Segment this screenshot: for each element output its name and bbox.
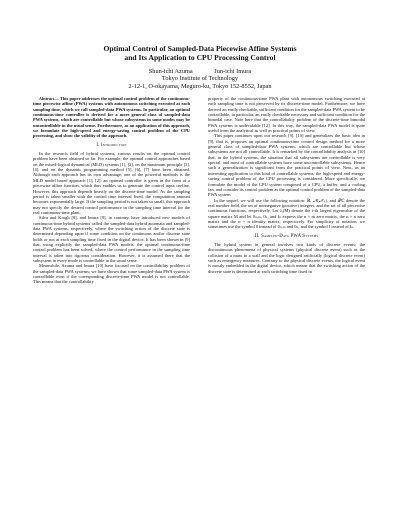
paragraph: Silva and Krogh [8], and Imura [9], in contrary, have introduced new models of continuous-time hybrid systems called the sampled-data hybrid automata and sampled-data PWA systems, respectively, where the switching action of the discrete state is determined depending upon if some condition on the continuous and/or discrete state holds or not at each sampling time fixed in the digital device. It has been shown in [9] that, using explicitly the sampled-data PWA models, the optimal continuous-time control problem has been solved, where the control performance in the sampling time interval is taken into rigorous consideration. However, it is assumed there that the subsystem in every mode is controllable in the usual sense. [33, 215, 190, 263]
title-line-1: Optimal Control of Sampled-Data Piecewise Affine Systems [103, 44, 297, 53]
title-line-2: and Its Application to CPU Processing Control [124, 53, 276, 63]
right-column [208, 96, 365, 274]
paragraph: Meanwhile, Azuma and Imura [10] have focused on the controllability problem of the sampled-data PWA systems; we have shown that some sampled-data PWA system is controllable even if the corresponding discrete-time PWA model is not controllable. This means that the controllability [33, 263, 190, 285]
left-column [33, 96, 190, 285]
paragraph: In the sequel, we will use the following notation: ℝ, 𝒩(𝒩₊), and ℱℂ denote the real number field, the set of nonnegative (positive) integers, and the set of all piecewise continuous functions, respectively. Let λᵢ(M) denote the i-th largest eigenvalue of the square matrix M and let 0ₙ,ₘ, 0ₙ, and Iₙ express the n × m zero matrix, the n × n zero matrix and the n × n identity matrix, respectively. For simplicity of notation, we sometimes use the symbol 0 instead of 0ₙ,ₘ and 0ₙ, and the symbol I instead of Iₙ. [208, 197, 365, 230]
paper-title [40, 44, 360, 62]
paragraph: property of the continuous-time PWA plant with autonomous switching executed at each sampling time is not preserved by its discrete-time model. Furthermore, we have derived an easily checkable, sufficient condition for the sampled-data PWA system to be controllable, in particular, an easily checkable necessary and sufficient condition for the bimodal case. Note here that the controllability problem of the discrete-time bimodal PWA systems is undecidable [12]. In this way, the sampled-data PWA model is quite useful from the analytical as well as practical points of view. [208, 96, 365, 134]
abstract [33, 96, 190, 139]
author-2: Jun-ichi Imura [214, 68, 252, 75]
author-names [40, 68, 360, 75]
author-1: Shun-ichi Azuma [148, 68, 193, 75]
affiliation: Tokyo Institute of Technology [161, 75, 239, 83]
paragraph: The hybrid system in general involves two kinds of discrete events; the discontinuous phenomena of physical systems (physical discrete event) such as the collision of a mass to a wall and the logic designed artificially (logical discrete event) such as emergency measures. Contrary to the physical discrete events, the logical event is mostly embedded in the digital device, which means that the switching action of the discrete state is determined at each switching time fixed in [208, 241, 365, 274]
section-heading-sampled-data-pwa: II. Sampled-Data PWA Systems [254, 233, 319, 239]
section-heading-introduction: I. Introduction [96, 142, 127, 148]
abstract-text: — This paper addresses the optimal control problem of the continuous-time piecewise affine (PWA) systems with autonomous switching executed at each sampling time, which we call sampled-data PWA systems. In particular, an optimal continuous-time controller is derived for a more general class of sampled-data PWA systems, which are controllable but whose subsystems in some modes may be uncontrollable in the usual sense. Furthermore, as an application of this approach, we formulate the high-speed and energy-saving control problem of the CPU processing, and show the validity of the approach. [33, 96, 190, 139]
author-block [40, 68, 360, 90]
address: 2-12-1, O-okayama, Meguro-ku, Tokyo 152-8552, Japan [128, 82, 272, 90]
paragraph: In the research field of hybrid systems, various results on the optimal control problem have been obtained so far. For example, the optimal control approaches based on the mixed-logical dynamical (MLD) systems [1], [2], on the maximum principle [3], [4], and on the dynamic programming method [5], [6], [7] have been obtained. Although each approach has its own advantage, one of the powerful methods is the MLD model based approach [1], [2]: an optimal controller is given in the form of a piecewise affine function, which thus enables us to generate the control input on-line. However, this approach depends heavily on the discrete-time model. As the sampling period is taken smaller with the control time interval fixed, the computation amount becomes exponentially large. If the sampling period is not taken so small, this approach may not specify the desired control performance in the sampling time interval for the real continuous-time plant. [33, 151, 190, 215]
abstract-label: Abstract [39, 96, 55, 101]
paragraph: This paper continues upon our research [9], [10] and generalizes the basic idea in [9], that is, proposes an optimal continuous-time control design method for a more general class of sampled-data PWA systems, which are controllable but whose subsystems are not all controllable. It is remarked by the controllability analysis in [10] that, in the hybrid systems, the situation that all subsystems are controllable is very special, and most of controllable systems have some uncontrollable subsystems. Hence such a generalization is significant from the practical points of view. Next, as an interesting application to this kind of controllable systems, the high-speed and energy-saving control problem of the CPU processing is considered. More specifically, we formulate the model of the CPU system composed of a CPU, a buffer, and a cooling fan, and consider its control problem as the optimal control problem of the sampled-data PWA system. [208, 133, 365, 198]
